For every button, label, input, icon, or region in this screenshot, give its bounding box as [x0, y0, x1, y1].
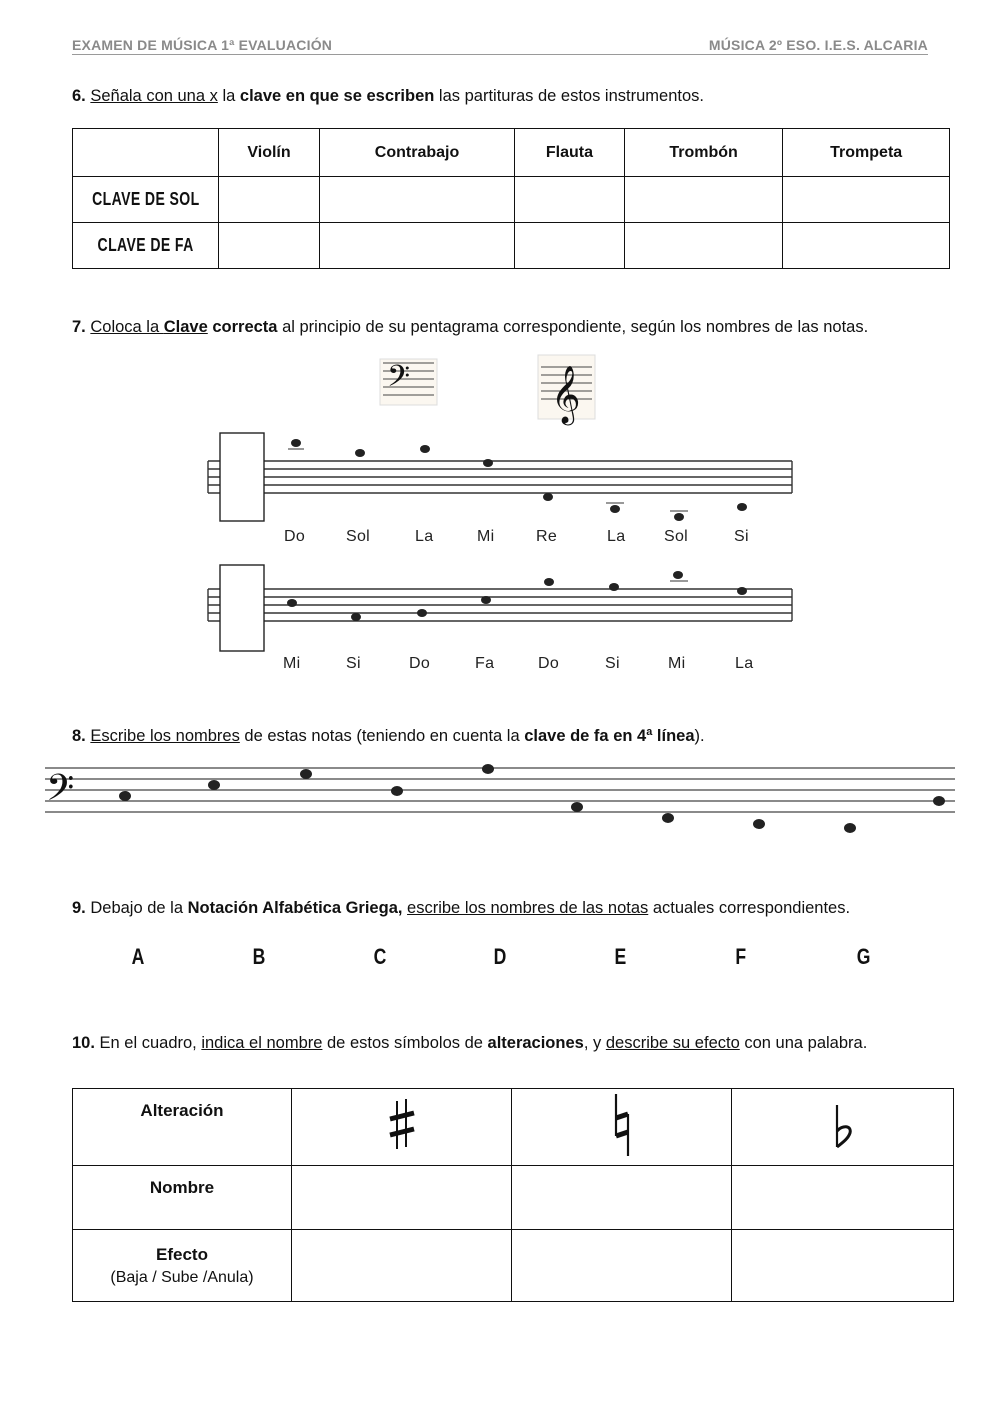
q8-text-2: ).	[694, 727, 705, 745]
sharp-cell	[292, 1089, 512, 1166]
clef-answer-box-1[interactable]	[220, 433, 264, 521]
staff-2-note-name: Do	[538, 655, 560, 672]
q10-text-3: , y	[583, 1034, 606, 1052]
question-7	[72, 318, 868, 337]
staff-2-note-name: Si	[346, 655, 361, 672]
row-label-efecto	[73, 1230, 292, 1302]
q6-number: 6.	[72, 87, 86, 105]
header-right: MÚSICA 2º ESO. I.E.S. ALCARIA	[708, 37, 928, 53]
answer-cell[interactable]	[732, 1230, 954, 1302]
staff-1-note-name: Sol	[664, 528, 689, 545]
bass-clef-icon: 𝄢	[46, 767, 75, 818]
col-header: Flauta	[515, 129, 625, 177]
letter-label: E	[614, 944, 627, 969]
treble-clef-icon: 𝄞	[551, 365, 581, 423]
staff-1-notes	[288, 439, 747, 521]
answer-cell[interactable]	[292, 1230, 512, 1302]
row-label-alteration: Alteración	[73, 1089, 292, 1166]
natural-icon	[607, 1092, 637, 1158]
q9-text-1: Debajo de la	[85, 899, 188, 917]
staff-1-note-name: La	[607, 528, 626, 545]
q6-bold: clave en que se escriben	[239, 87, 435, 105]
staff-2-note-name: Mi	[283, 655, 301, 672]
col-header: Trompeta	[783, 129, 950, 177]
greek-letter-c	[372, 944, 388, 970]
clef-answer-box-2[interactable]	[220, 565, 264, 651]
q10-underlined-2: describe su efecto	[605, 1034, 740, 1052]
q9-text-2: actuales correspondientes.	[648, 899, 851, 917]
row-header	[73, 223, 219, 269]
question-9	[72, 899, 850, 918]
row-label-nombre: Nombre	[73, 1166, 292, 1230]
greek-letter-a	[130, 944, 146, 970]
answer-cell[interactable]	[512, 1230, 732, 1302]
q7-text: al principio de su pentagrama correspondiente, según los nombres de las notas.	[277, 318, 869, 336]
staff-1-note-name: Si	[734, 528, 749, 545]
staff-2-note-name: La	[735, 655, 754, 672]
q8-underlined: Escribe los nombres	[90, 727, 240, 745]
answer-cell[interactable]	[219, 177, 320, 223]
flat-cell	[732, 1089, 954, 1166]
q7-underlined: Coloca la	[90, 318, 164, 336]
greek-letter-d	[492, 944, 508, 970]
staff-1-note-name: Re	[536, 528, 558, 545]
col-header: Violín	[219, 129, 320, 177]
q7-underlined-bold: Clave	[163, 318, 208, 336]
efecto-label: Efecto	[156, 1244, 208, 1264]
q6-underlined: Señala con una x	[90, 87, 218, 105]
q7-staves	[0, 345, 1000, 685]
col-header: Contrabajo	[320, 129, 515, 177]
q10-text-4: con una palabra.	[739, 1034, 868, 1052]
answer-cell[interactable]	[732, 1166, 954, 1230]
staff-1-note-name: Sol	[346, 528, 371, 545]
answer-cell[interactable]	[512, 1166, 732, 1230]
letter-label: C	[373, 944, 387, 969]
greek-letter-f	[734, 944, 747, 970]
q6-text-1: la	[217, 87, 240, 105]
answer-cell[interactable]	[515, 223, 625, 269]
bass-clef-option[interactable]	[380, 359, 437, 405]
q10-text-2: de estos símbolos de	[322, 1034, 488, 1052]
greek-letter-b	[251, 944, 267, 970]
q10-number: 10.	[72, 1034, 95, 1052]
q8-staff	[0, 755, 1000, 850]
answer-cell[interactable]	[783, 177, 950, 223]
q10-text-1: En el cuadro,	[94, 1034, 202, 1052]
clef-table	[72, 128, 950, 269]
staff-2-note-name: Si	[605, 655, 620, 672]
staff-2	[208, 565, 792, 651]
header-left: EXAMEN DE MÚSICA 1ª EVALUACIÓN	[72, 37, 333, 53]
question-8	[72, 727, 705, 746]
greek-letter-g	[855, 944, 872, 970]
header-divider	[72, 54, 928, 55]
q9-bold: Notación Alfabética Griega,	[187, 899, 403, 917]
q8-notes	[119, 764, 945, 833]
natural-cell	[512, 1089, 732, 1166]
answer-cell[interactable]	[624, 223, 782, 269]
q7-number: 7.	[72, 318, 86, 336]
answer-cell[interactable]	[320, 223, 515, 269]
q10-bold: alteraciones	[487, 1034, 584, 1052]
letter-label: B	[252, 944, 266, 969]
alteration-table	[72, 1088, 954, 1302]
staff-2-note-name: Mi	[668, 655, 686, 672]
answer-cell[interactable]	[219, 223, 320, 269]
staff-1-note-name: Mi	[477, 528, 495, 545]
q7-bold: correcta	[207, 318, 278, 336]
answer-cell[interactable]	[292, 1166, 512, 1230]
q9-number: 9.	[72, 899, 86, 917]
q6-text-2: las partituras de estos instrumentos.	[434, 87, 704, 105]
question-6	[72, 87, 704, 106]
answer-cell[interactable]	[783, 223, 950, 269]
row-header	[73, 177, 219, 223]
answer-cell[interactable]	[515, 177, 625, 223]
q8-text-1: de estas notas (teniendo en cuenta la	[239, 727, 525, 745]
staff-2-note-name: Fa	[475, 655, 495, 672]
row-label: CLAVE DE SOL	[91, 189, 200, 209]
staff-1	[208, 433, 792, 521]
sharp-icon	[387, 1097, 417, 1153]
staff-1-note-name: La	[415, 528, 434, 545]
letter-label: G	[856, 944, 871, 969]
treble-clef-option[interactable]	[538, 355, 595, 426]
q8-bold: clave de fa en 4ª línea	[524, 727, 695, 745]
letter-label: D	[493, 944, 507, 969]
letter-label: A	[131, 944, 145, 969]
q10-underlined-1: indica el nombre	[201, 1034, 323, 1052]
staff-2-note-name: Do	[409, 655, 431, 672]
staff-1-note-name: Do	[284, 528, 306, 545]
greek-letter-e	[613, 944, 628, 970]
corner-cell	[73, 129, 219, 177]
q9-underlined: escribe los nombres de las notas	[407, 899, 649, 917]
answer-cell[interactable]	[320, 177, 515, 223]
answer-cell[interactable]	[624, 177, 782, 223]
q8-number: 8.	[72, 727, 86, 745]
col-header: Trombón	[624, 129, 782, 177]
bass-clef-icon: 𝄢	[387, 360, 411, 401]
efecto-hint: (Baja / Sube /Anula)	[110, 1268, 254, 1286]
letter-label: F	[735, 944, 747, 969]
row-label: CLAVE DE FA	[97, 235, 194, 255]
flat-icon	[828, 1097, 858, 1153]
question-10	[72, 1034, 867, 1053]
